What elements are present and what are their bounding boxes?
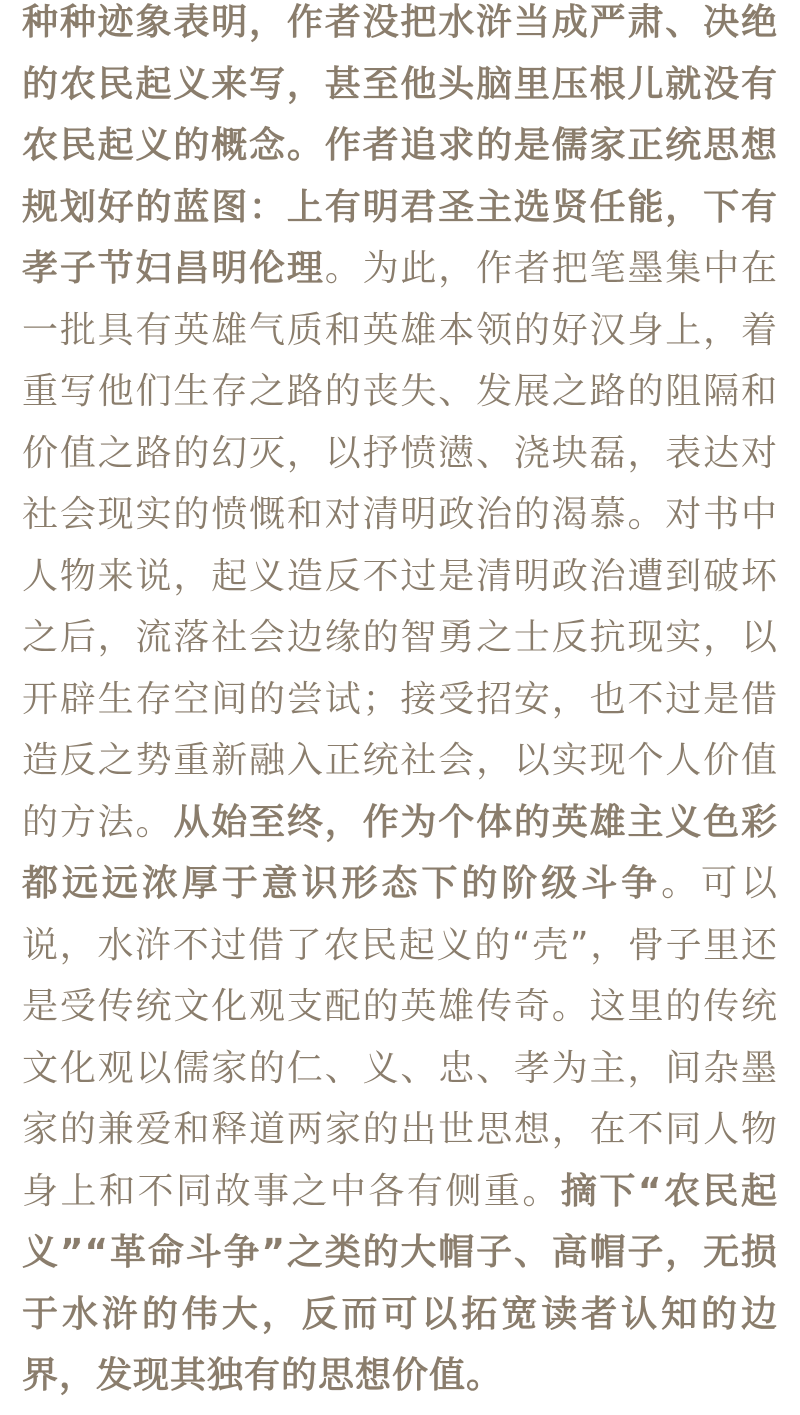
paragraph: [22, 0, 778, 1407]
text-segment-4: 。可以说，水浒不过借了农民起义的“壳”，骨子里还是受传统文化观支配的英雄传奇。这里的传统文化观以儒家的仁、义、忠、孝为主，间杂墨家的兼爱和释道两家的出世思想，在不同人物身上和不同故事之中各有侧重。: [22, 863, 778, 1212]
text-segment-1: 种种迹象表明，作者没把水浒当成严肃、决绝的农民起义来写，甚至他头脑里压根儿就没有农民起义的概念。作者追求的是儒家正统思想规划好的蓝图：上有明君圣主选贤任能，下有孝子节妇昌明伦理: [22, 2, 778, 289]
text-segment-3: 从始至终，作为个体的英雄主义色彩都远远浓厚于意识形态下的阶级斗争: [22, 801, 778, 904]
text-segment-5: 摘下“农民起义”“革命斗争”之类的大帽子、高帽子，无损于水浒的伟大，反而可以拓宽读者认知的边界，发现其独有的思想价值。: [22, 1170, 778, 1396]
text-segment-2: 。为此，作者把笔墨集中在一批具有英雄气质和英雄本领的好汉身上，着重写他们生存之路的丧失、发展之路的阻隔和价值之路的幻灭，以抒愤懑、浇块磊，表达对社会现实的愤慨和对清明政治的渴慕。对书中人物来说，起义造反不过是清明政治遭到破坏之后，流落社会边缘的智勇之士反抗现实，以开辟生存空间的尝试；接受招安，也不过是借造反之势重新融入正统社会，以实现个人价值的方法。: [22, 248, 778, 843]
